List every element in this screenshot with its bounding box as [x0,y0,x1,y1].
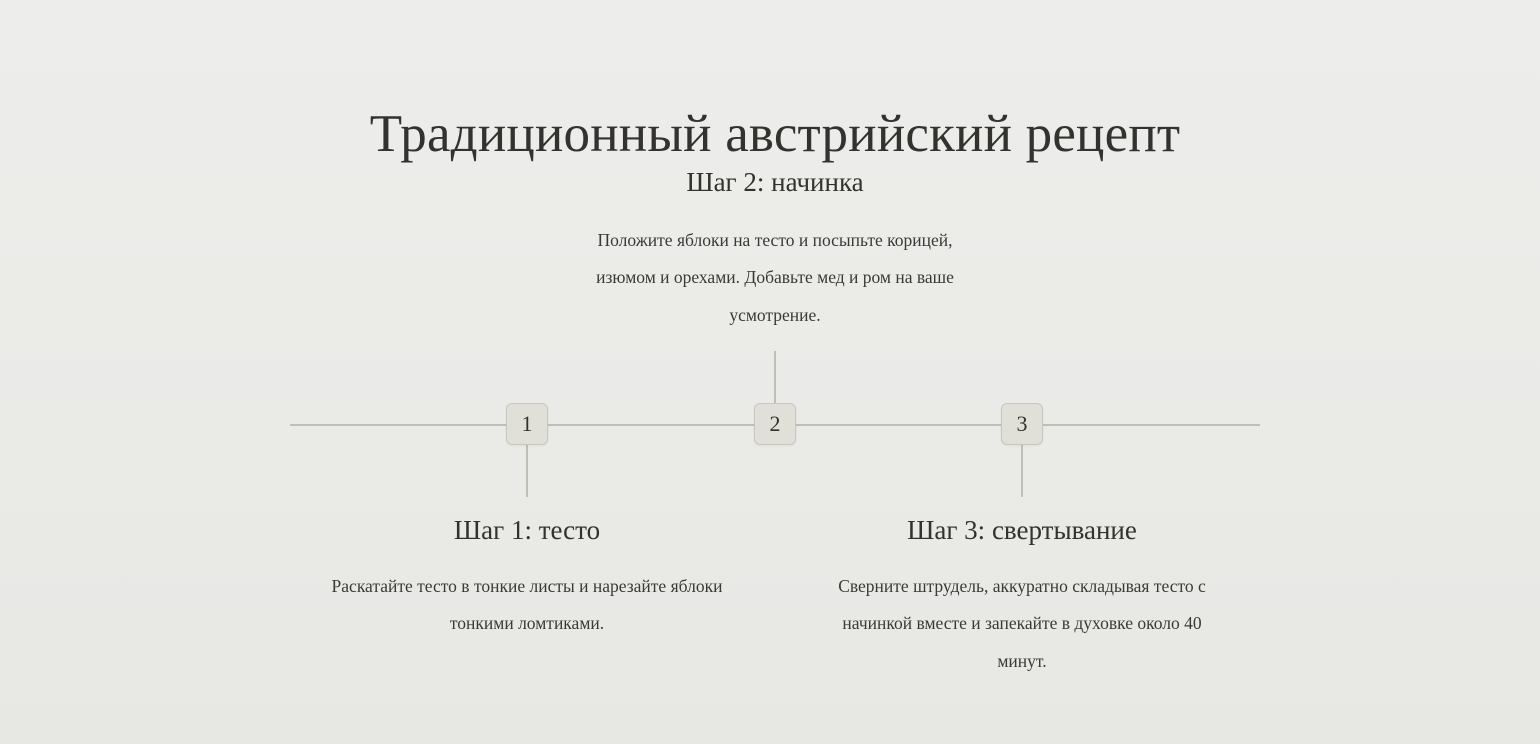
page-title: Традиционный австрийский рецепт [369,104,1181,163]
step-2-heading: Шаг 2: начинка [686,167,864,197]
step-3-text: Сверните штрудель, аккуратно складывая тесто с начинкой вместе и запекайте в духовке около 40 минут. [838,575,1206,671]
step-3-heading: Шаг 3: свертывание [907,515,1137,545]
step-2-text: Положите яблоки на тесто и посыпьте корицей, изюмом и орехами. Добавьте мед и ром на ваше усмотрение. [596,229,954,325]
connector-stem-step-3 [1021,445,1023,497]
step-1-text: Раскатайте тесто в тонкие листы и нарезайте яблоки тонкими ломтиками. [331,575,723,634]
timeline-node-1[interactable]: 1 [506,403,548,445]
timeline-step-3 [807,514,1237,681]
connector-stem-step-1 [526,445,528,497]
timeline-node-3[interactable]: 3 [1001,403,1043,445]
step-1-heading: Шаг 1: тесто [453,515,601,545]
connector-stem-step-2 [774,351,776,403]
timeline-step-2 [560,166,990,335]
timeline-step-1 [312,514,742,643]
timeline-axis [290,411,1260,436]
timeline-node-2[interactable]: 2 [754,403,796,445]
